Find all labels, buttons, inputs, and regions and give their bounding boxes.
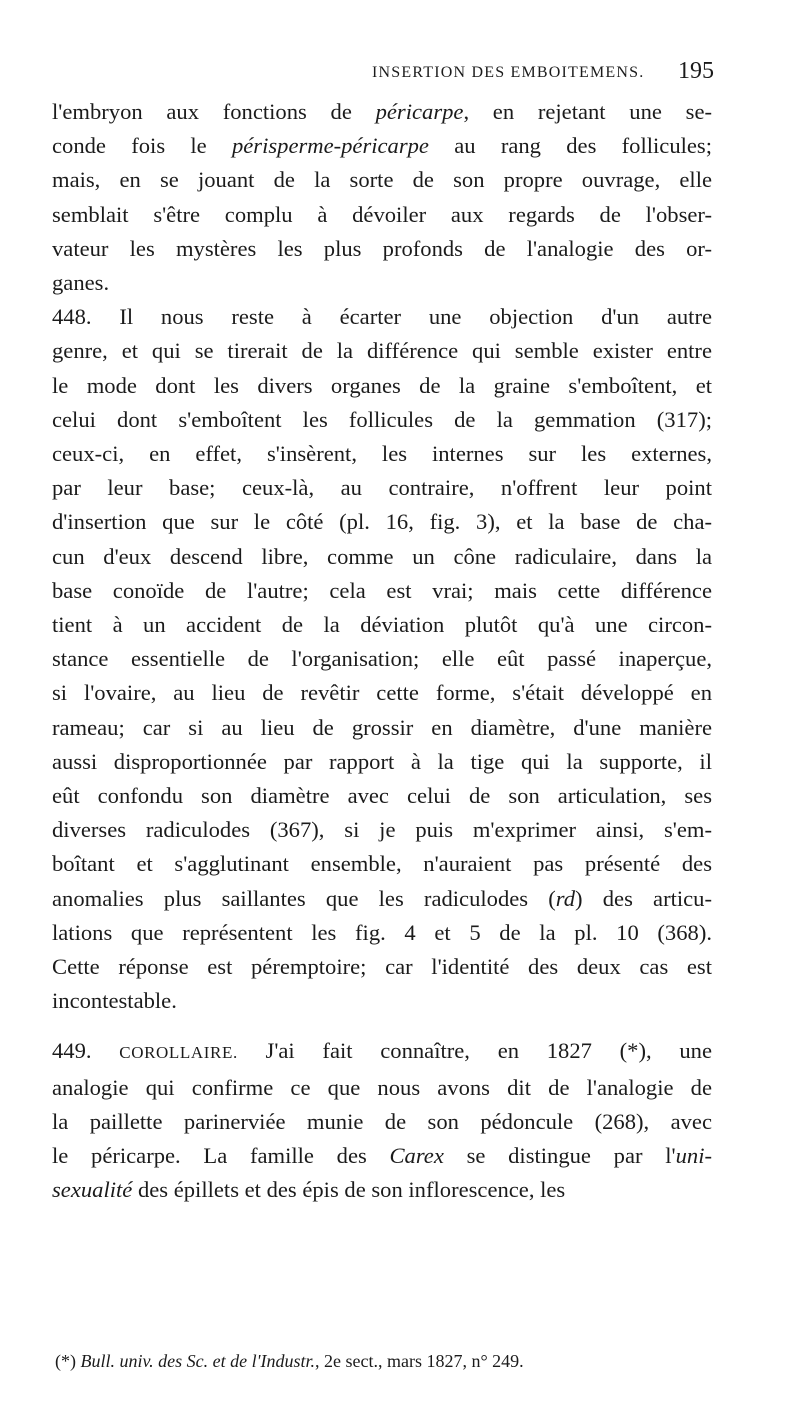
- text-line: cun d'eux descend libre, comme un cône radiculaire, dans la: [52, 543, 712, 569]
- text-line: si l'ovaire, au lieu de revêtir cette forme, s'était développé en: [52, 680, 712, 706]
- text-line: eût confondu son diamètre avec celui de son articulation, ses: [52, 783, 712, 809]
- text-line: d'insertion que sur le côté (pl. 16, fig. 3), et la base de cha-: [52, 509, 712, 535]
- running-title: INSERTION DES EMBOITEMENS.: [372, 64, 645, 81]
- text-line: ganes.: [52, 270, 110, 296]
- text-line: tient à un accident de la déviation plutôt qu'à une circon-: [52, 612, 712, 638]
- paragraph-continuation: [52, 95, 712, 300]
- text-line: celui dont s'emboîtent les follicules de la gemmation (317);: [52, 406, 712, 432]
- text-line: 449. COROLLAIRE. J'ai fait connaître, en 1827 (*), une: [52, 1038, 713, 1064]
- italic-text: Bull. univ. des Sc. et de l'Industr.: [80, 1351, 315, 1371]
- italic-text: rd: [555, 885, 576, 911]
- paragraph-448: [52, 300, 712, 1018]
- text-line: ceux-ci, en effet, s'insèrent, les internes sur les externes,: [52, 441, 712, 467]
- running-head: [0, 58, 800, 94]
- text-line: lations que représentent les fig. 4 et 5 de la pl. 10 (368).: [52, 919, 712, 945]
- italic-text: péricarpe: [375, 99, 464, 124]
- text-line: le mode dont les divers organes de la graine s'emboîtent, et: [52, 372, 712, 398]
- text-line: le péricarpe. La famille des Carex se distingue par l'uni-: [52, 1143, 712, 1169]
- text-line: incontestable.: [52, 988, 177, 1014]
- text-line: semblait s'être complu à dévoiler aux regards de l'obser-: [52, 201, 712, 227]
- text-line: analogie qui confirme ce que nous avons dit de l'analogie de: [52, 1074, 712, 1100]
- text-line: rameau; car si au lieu de grossir en diamètre, d'une manière: [52, 714, 712, 740]
- paragraph-449: [52, 1034, 712, 1207]
- italic-text: périsperme-péricarpe: [231, 133, 429, 159]
- page-number: 195: [678, 58, 714, 84]
- text-line: 448. Il nous reste à écarter une objection d'un autre: [52, 304, 712, 330]
- text-line: stance essentielle de l'organisation; elle eût passé inaperçue,: [52, 646, 712, 672]
- italic-text: Carex: [389, 1143, 444, 1169]
- text-line: diverses radiculodes (367), si je puis m'exprimer ainsi, s'em-: [52, 817, 712, 843]
- text-line: Cette réponse est péremptoire; car l'identité des deux cas est: [52, 954, 712, 980]
- text-line: sexualité des épillets et des épis de son inflorescence, les: [52, 1177, 566, 1203]
- text-line: par leur base; ceux-là, au contraire, n'offrent leur point: [52, 475, 712, 501]
- footnote: (*) Bull. univ. des Sc. et de l'Industr., 2e sect., mars 1827, n° 249.: [55, 1351, 524, 1371]
- text-line: boîtant et s'agglutinant ensemble, n'auraient pas présenté des: [52, 851, 712, 877]
- text-line: l'embryon aux fonctions de péricarpe, en rejetant une se-: [52, 99, 712, 124]
- text-line: conde fois le périsperme-péricarpe au rang des follicules;: [52, 133, 712, 159]
- text-line: la paillette parinerviée munie de son pédoncule (268), avec: [52, 1108, 712, 1134]
- text-line: aussi disproportionnée par rapport à la tige qui la supporte, il: [52, 748, 712, 774]
- small-caps-heading: COROLLAIRE.: [119, 1043, 238, 1063]
- paragraph-gap: [52, 1018, 712, 1034]
- text-line: genre, et qui se tirerait de la différence qui semble exister entre: [52, 338, 712, 364]
- text-line: anomalies plus saillantes que les radiculodes (rd) des articu-: [52, 885, 712, 911]
- text-line: mais, en se jouant de la sorte de son propre ouvrage, elle: [52, 167, 712, 193]
- italic-text: sexualité: [52, 1177, 133, 1203]
- body-text: [52, 95, 712, 1208]
- italic-text: uni-: [675, 1143, 712, 1169]
- text-line: base conoïde de l'autre; cela est vrai; mais cette différence: [52, 577, 712, 603]
- text-line: vateur les mystères les plus profonds de l'analogie des or-: [52, 235, 712, 261]
